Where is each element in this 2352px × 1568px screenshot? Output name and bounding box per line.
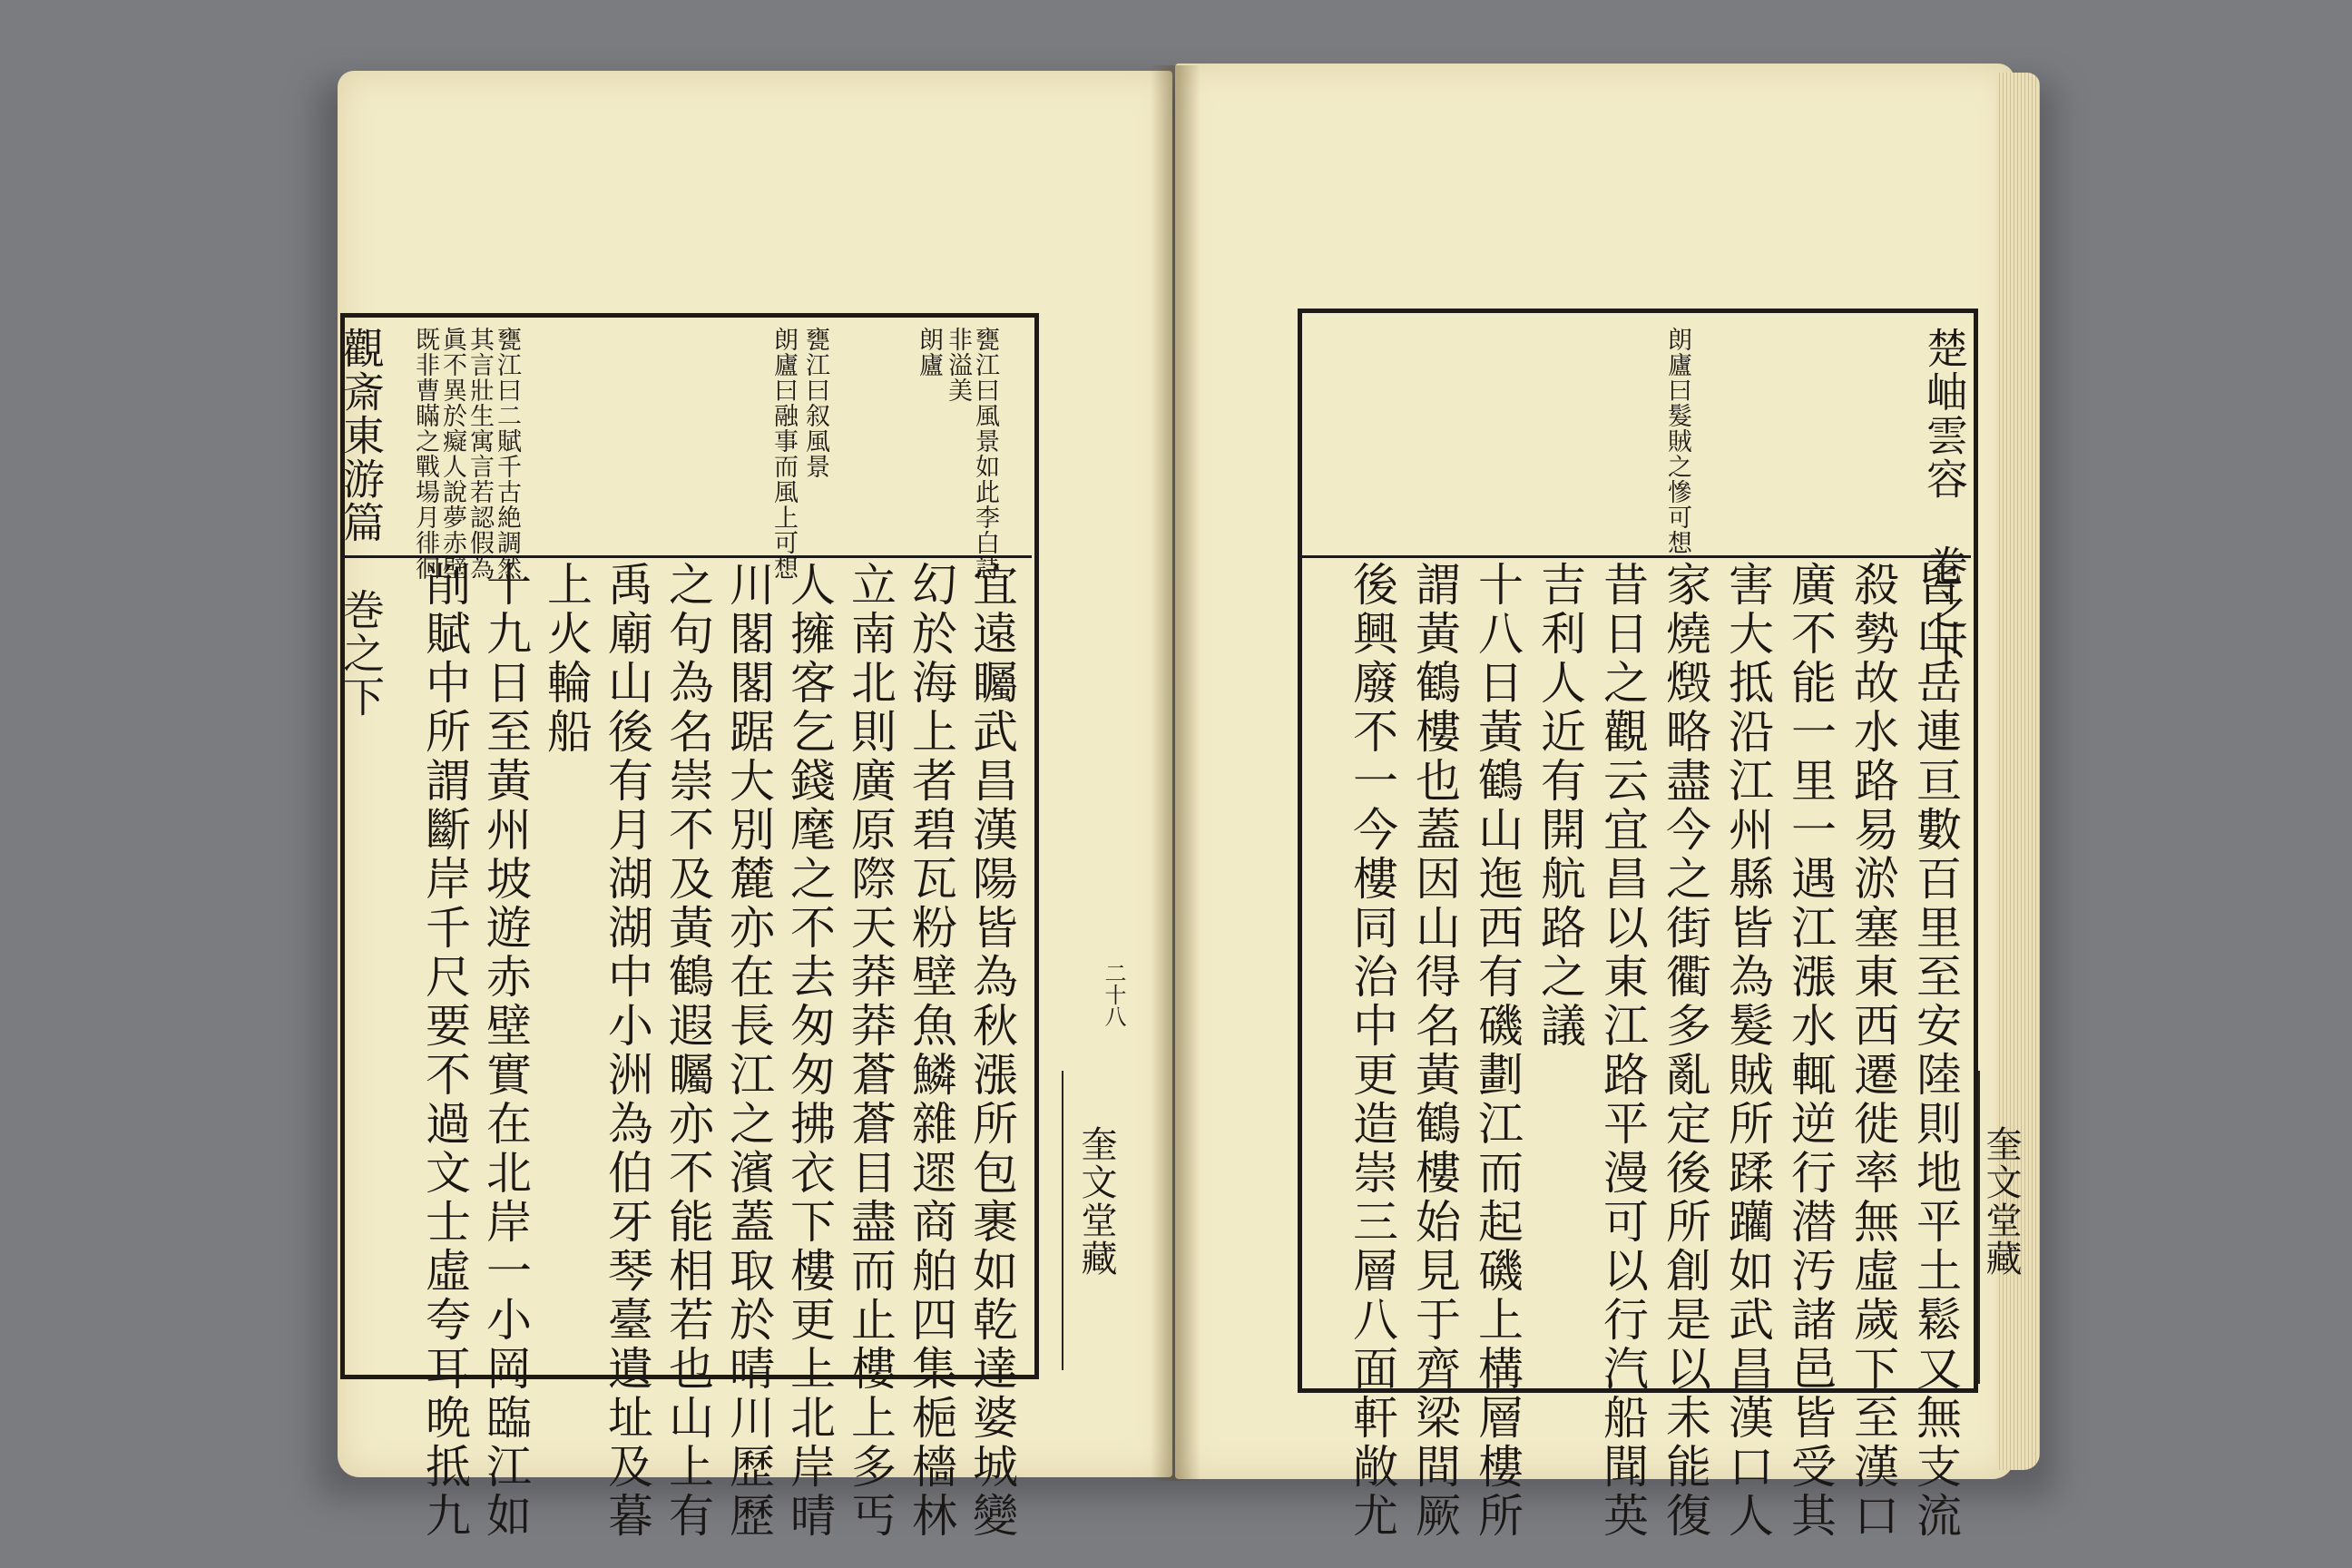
left-commentary-line: 甕江曰二賦千古絶調然 [493,327,521,581]
right-text-column: 後興廢不一今樓同治中更造崇三層八面軒敞尤 [1346,561,1398,1541]
right-text-column: 十八日黃鶴山迤西有磯劃江而起磯上構層樓所 [1471,561,1524,1541]
right-text-column: 殺勢故水路易淤塞東西遷徙率無虛歲下至漢口 [1847,561,1899,1541]
left-text-column: 十九日至黃州坡遊赤壁實在北岸一小岡臨江如 [479,561,532,1541]
left-header-column: 觀斎東游篇 巻之下 [337,327,386,719]
right-text-column: 謂黃鶴樓也蓋因山得名黃鶴樓始見于齊梁間厥 [1408,561,1461,1541]
right-text-column: 吉利人近有開航路之議 [1534,561,1586,1051]
left-folio-publisher: 奎文堂藏 [1075,1125,1117,1278]
right-text-column: 昔日之觀云宜昌以東江路平漫可以行汽船聞英 [1596,561,1649,1541]
left-text-column: 宜遠矚武昌漢陽皆為秋漲所包裹如乾達婆城變 [965,561,1018,1541]
right-folio-publisher: 奎文堂藏 [1980,1125,2022,1278]
left-commentary-line: 甕江曰叙風景 [801,327,829,479]
left-commentary-line: 眞不異於癡人說夢赤壁 [438,327,466,581]
left-text-column: 川閣閣踞大別麓亦在長江之濱蓋取於晴川歷歷 [722,561,775,1541]
right-commentary-divider [1299,555,1971,558]
left-text-column: 幻於海上者碧瓦粉壁魚鱗雜遝商舶四集梔檣林 [905,561,957,1541]
right-header-column: 楚岫雲容 巻之下 [1920,327,1969,675]
book-gutter [1151,65,1200,1481]
left-folio-rule [1062,1071,1063,1370]
left-folio-number: 二十八 [1101,962,1126,1027]
left-text-column: 人擁客乞錢麾之不去匆匆拂衣下樓更上北岸晴 [783,561,836,1541]
right-commentary-line: 朗廬曰髮賊之慘可想 [1663,327,1691,555]
left-text-column: 立南北則廣原際天莽莽蒼蒼目盡而止樓上多丐 [844,561,897,1541]
left-commentary-line: 朗廬曰融事而風上可想 [769,327,798,581]
left-text-column: 之句為名崇不及黃鶴遐矚亦不能相若也山上有 [662,561,714,1541]
left-commentary-line: 非溢美 [944,327,972,403]
right-text-column: 家燒燬略盡今之街衢多亂定後所創是以未能復 [1659,561,1711,1541]
right-text-column: 廣不能一里一遇江漲水輒逆行潜汚諸邑皆受其 [1784,561,1837,1541]
left-text-column: 上火輪船 [540,561,593,757]
right-text-column: 害大抵沿江州縣皆為髮賊所蹂躪如武昌漢口人 [1721,561,1774,1541]
left-commentary-line: 其言壯生寓言若認假為 [466,327,494,581]
left-commentary-line: 既非曹瞞之戰場月徘徊 [411,327,439,581]
left-commentary-line: 甕江曰風景如此李白詩 [971,327,999,581]
left-text-column: 削賦中所謂斷岸千尺要不過文士虛夸耳晩抵九 [418,561,471,1541]
left-text-column: 禹廟山後有月湖湖中小洲為伯牙琴臺遺址及暮 [601,561,653,1541]
right-text-column: 皆山岳連亘數百里至安陸則地平土鬆又無支流 [1909,561,1962,1541]
left-commentary-line: 朗廬 [915,327,943,377]
